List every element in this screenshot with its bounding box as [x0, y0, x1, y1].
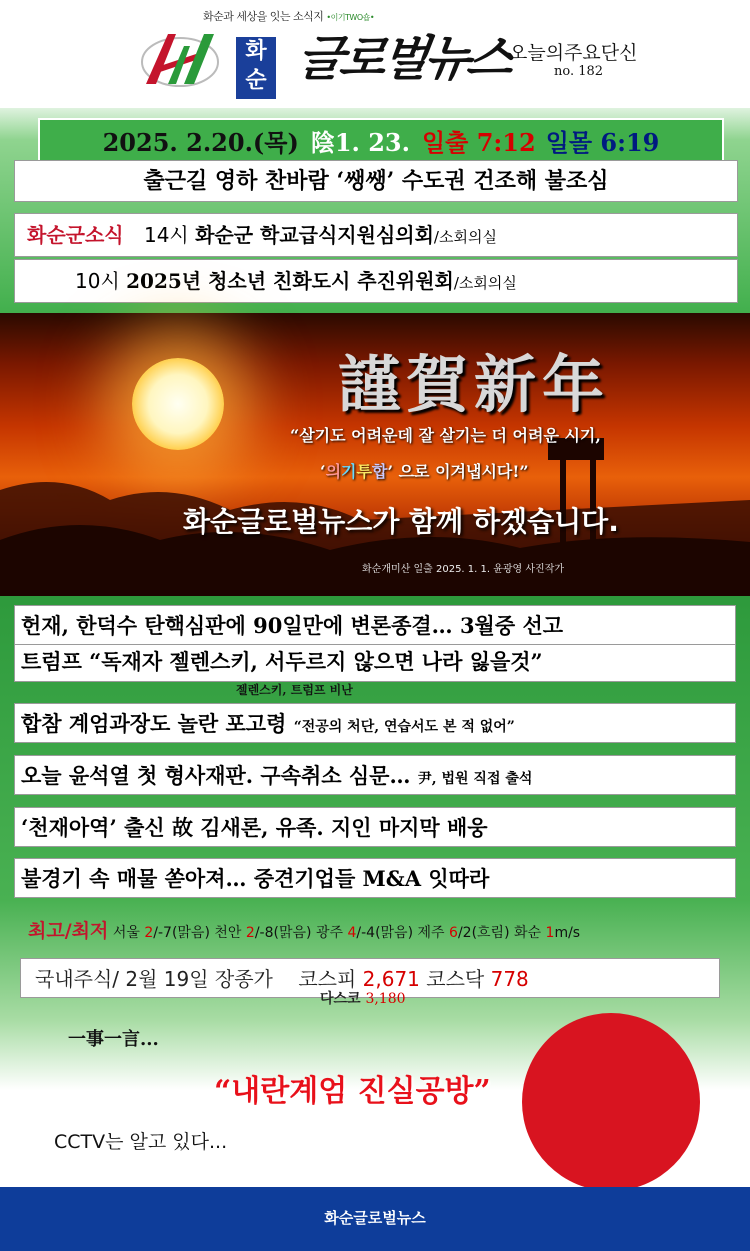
one-word-heading: 一事一言...: [68, 1029, 159, 1050]
news-item: 합참 계엄과장도 놀란 포고령 “전공의 처단, 연습서도 본 적 없어”: [14, 703, 736, 743]
tagline: 화순과 세상을 잇는 소식지 •이기TWO숍•: [203, 10, 375, 23]
news-item: ‘천재아역’ 출신 故 김새론, 유족. 지인 마지막 배웅: [14, 807, 736, 847]
dasko-price: 다스코 3,180: [320, 991, 406, 1007]
footer: 화순글로벌뉴스: [0, 1187, 750, 1251]
news-sublabel: 젤렌스키, 트럼프 비난: [236, 683, 353, 697]
photo-credit: 화순개미산 일출 2025. 1. 1. 윤광영 사진작가: [362, 564, 565, 575]
news-item: 트럼프 “독재자 젤렌스키, 서두르지 않으면 나라 잃을것”: [14, 644, 736, 682]
hs-logo-icon: [138, 26, 222, 94]
logo-box-top: 화: [245, 39, 267, 64]
slogan: “내란계엄 진실공방”: [214, 1074, 491, 1109]
tagline-sub: •이기TWO숍•: [326, 13, 375, 22]
local-time: 10시: [75, 269, 120, 293]
news-item: 불경기 속 매물 쏟아져… 중견기업들 M&A 잇따라: [14, 858, 736, 898]
banner-quote-line1: “살기도 어려운데 잘 살기는 더 어려운 시기,: [290, 426, 601, 445]
weather-label: 최고/최저: [28, 920, 109, 942]
lunar-date: 陰1. 23.: [310, 127, 410, 157]
logo-box-bottom: 순: [245, 68, 267, 93]
weather-line: 최고/최저 서울 2/-7(맑음) 천안 2/-8(맑음) 광주 4/-4(맑음) 제주 6/2(흐림) 화순 1m/s: [28, 920, 581, 942]
banner-kanji: 謹賀新年: [338, 348, 611, 421]
cctv-line: CCTV는 알고 있다...: [54, 1131, 228, 1153]
local-title: 2025년 청소년 친화도시 추진위원회: [126, 269, 454, 293]
top-headline: 출근길 영하 찬바람 ‘쌩쌩’ 수도권 건조해 불조심: [14, 160, 738, 202]
date: 2025. 2.20.(목): [102, 127, 299, 157]
banner-quote-line2: ‘의기투합’ 으로 이겨냅시다!”: [320, 462, 529, 481]
banner-together: 화순글로벌뉴스가 함께 하겠습니다.: [183, 505, 619, 538]
date-bar: [38, 118, 724, 162]
issue-number: no. 182: [554, 64, 604, 79]
stock-line: 국내주식/ 2월 19일 장종가 코스피 2,671 코스닥 778: [20, 958, 720, 998]
news-item: 헌재, 한덕수 탄핵심판에 90일만에 변론종결… 3월중 선고: [14, 605, 736, 645]
sunrise: 일출 7:12: [422, 127, 536, 157]
local-place: /소회의실: [453, 274, 517, 292]
local-title: 화순군 학교급식지원심의회: [195, 223, 434, 247]
daily-title: 오늘의주요단신: [509, 42, 638, 64]
logo-box: [236, 37, 276, 99]
local-place: /소회의실: [433, 228, 497, 246]
local-news-row: [14, 259, 738, 303]
brand-logo: 글로벌뉴스: [293, 31, 514, 87]
red-sun-circle: [522, 1013, 700, 1191]
sunset: 일몰 6:19: [545, 127, 660, 157]
local-time: 14시: [143, 223, 189, 247]
news-item: 오늘 윤석열 첫 형사재판. 구속취소 심문… 尹, 법원 직접 출석: [14, 755, 736, 795]
local-news-label: 화순군소식: [27, 223, 124, 247]
local-news-row: [14, 213, 738, 257]
